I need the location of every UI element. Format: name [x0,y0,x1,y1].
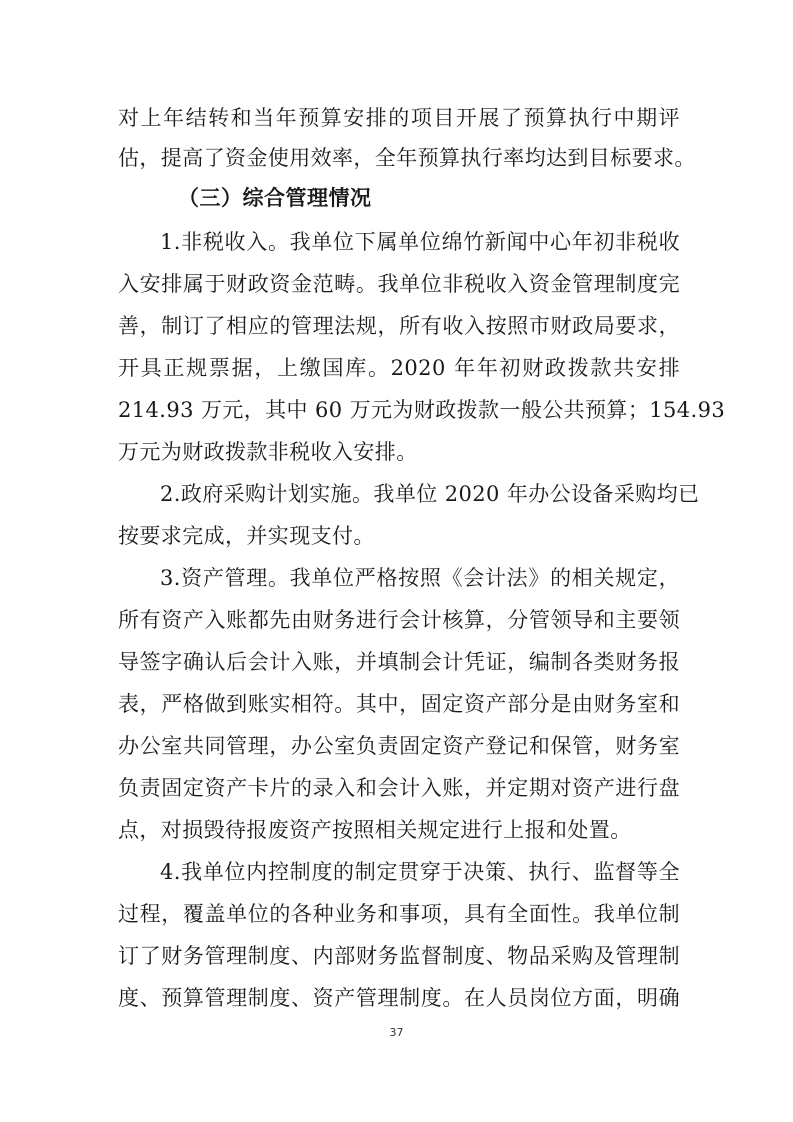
text-line: 办公室共同管理，办公室负责固定资产登记和保管，财务室 [118,734,680,758]
text-line: 214.93 万元，其中 60 万元为财政拨款一般公共预算；154.93 [118,398,726,422]
text-line: 估，提高了资金使用效率，全年预算执行率均达到目标要求。 [118,146,696,170]
text-line: 点，对损毁待报废资产按照相关规定进行上报和处置。 [118,818,632,842]
text-line: 负责固定资产卡片的录入和会计入账，并定期对资产进行盘 [118,776,680,800]
text-line: 对上年结转和当年预算安排的项目开展了预算执行中期评 [118,106,680,130]
text-line: 按要求完成，并实现支付。 [118,524,375,548]
text-line: 度、预算管理制度、资产管理制度。在人员岗位方面，明确 [118,986,680,1010]
text-line: 善，制订了相应的管理法规，所有收入按照市财政局要求， [118,314,680,338]
text-line: 2.政府采购计划实施。我单位 2020 年办公设备采购均已 [160,482,700,506]
text-line: 1.非税收入。我单位下属单位绵竹新闻中心年初非税收 [160,230,680,254]
text-line: 所有资产入账都先由财务进行会计核算，分管领导和主要领 [118,608,680,632]
text-line: 导签字确认后会计入账，并填制会计凭证，编制各类财务报 [118,650,680,674]
text-line: 万元为财政拨款非税收入安排。 [118,440,418,464]
text-line: 过程，覆盖单位的各种业务和事项，具有全面性。我单位制 [118,902,680,926]
text-line: 表，严格做到账实相符。其中，固定资产部分是由财务室和 [118,692,680,716]
text-line: 入安排属于财政资金范畴。我单位非税收入资金管理制度完 [118,272,680,296]
section-heading: （三）综合管理情况 [178,186,372,210]
page-number: 37 [389,1026,404,1039]
text-line: 订了财务管理制度、内部财务监督制度、物品采购及管理制 [118,944,680,968]
text-line: 4.我单位内控制度的制定贯穿于决策、执行、监督等全 [160,860,680,884]
text-line: 开具正规票据，上缴国库。2020 年年初财政拨款共安排 [118,356,680,380]
text-line: 3.资产管理。我单位严格按照《会计法》的相关规定， [160,566,680,590]
